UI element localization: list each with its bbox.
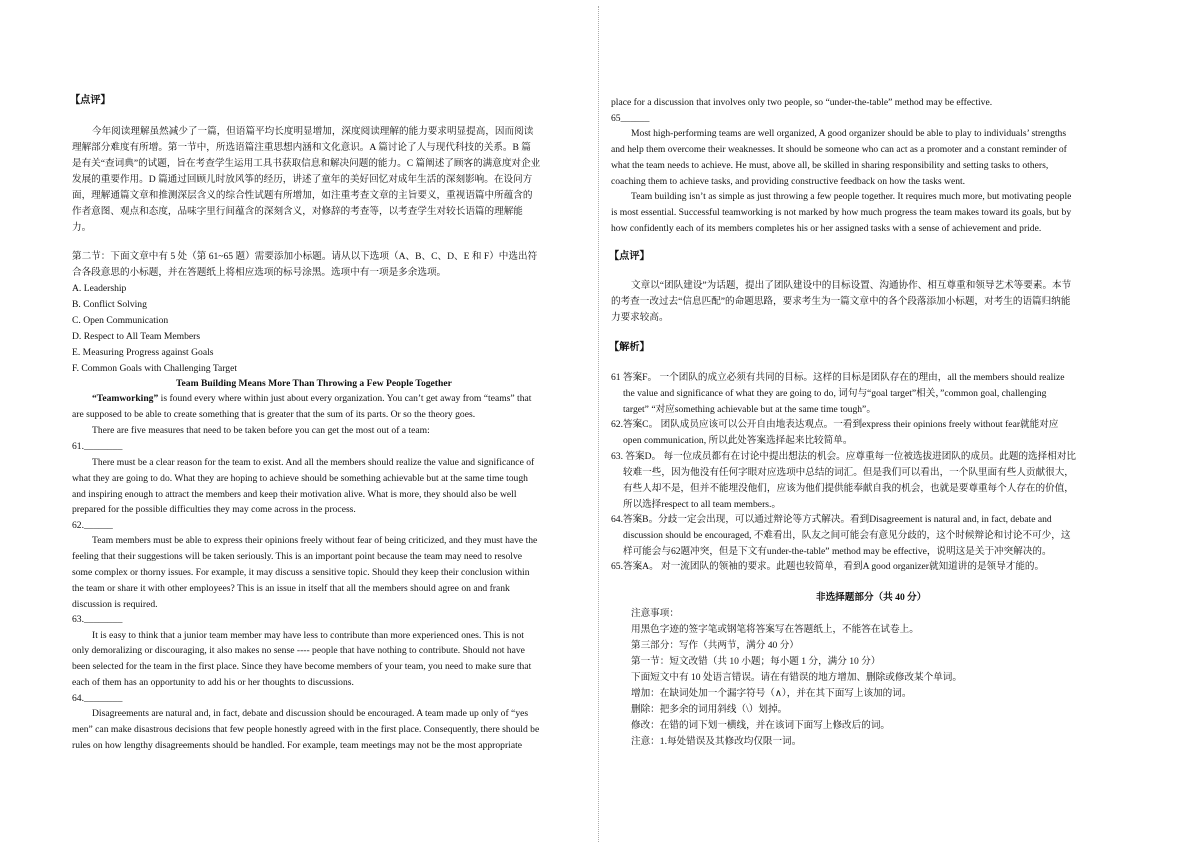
notes-line: 增加：在缺词处加一个漏字符号（∧），并在其下面写上该加的词。	[631, 688, 912, 699]
conclusion-line: how confidently each of its members completes his or her assigned tasks with a sense of achievement and pride.	[611, 223, 1042, 234]
para-62-line: Team members must be able to express their opinions freely without fear of being criticized, and they must have the	[92, 535, 538, 546]
para-61-line: prepared for the possible difficulties they may come across in the process.	[72, 504, 356, 515]
para-65-line: Most high-performing teams are well organized, A good organizer should be able to play to individuals’ strengths	[631, 128, 1067, 139]
review-line: 理解部分难度有所增。第一节中，所选语篇注重思想内涵和文化意识。A 篇讨论了人与现代科技的关系。B 篇	[72, 142, 531, 153]
analysis-61: target” “对应something achievable but at the same time tough”。	[623, 404, 876, 415]
option-a: A. Leadership	[72, 283, 127, 294]
para-64-continued: place for a discussion that involves only two people, so “under-the-table” method may be effective.	[611, 97, 993, 108]
passage-title: Team Building Means More Than Throwing a Few People Together	[176, 378, 452, 389]
intro-line: There are five measures that need to be taken before you can get the most out of a team:	[92, 425, 430, 436]
notes-line: 注意：1.每处错误及其修改均仅限一词。	[631, 736, 802, 747]
para-64-line: Disagreements are natural and, in fact, debate and discussion should be encouraged. A team made up only of “yes	[92, 708, 529, 719]
para-62-line: some complex or thorny issues. For example, it may discuss a sensitive topic. Should they keep their conclusion within	[72, 567, 530, 578]
section-title: 非选择题部分（共 40 分）	[816, 592, 927, 603]
review-line: 力要求较高。	[611, 312, 669, 323]
question-65-blank: 65______	[611, 113, 650, 124]
intro-line: are supposed to be able to create something that is greater that the sum of its parts. Or so the theory goes.	[72, 409, 476, 420]
notes-line: 注意事项：	[631, 608, 679, 619]
para-62-line: discussion is required.	[72, 599, 158, 610]
para-61-line: There must be a clear reason for the team to exist. And all the members should realize the value and significance of	[92, 457, 535, 468]
notes-line: 第三部分：写作（共两节，满分 40 分）	[631, 640, 799, 651]
analysis-63: 有些人却不是，但并不能埋没他们，应该为他们提供能奉献自我的机会，也就是要尊重每个人存在的价值，	[623, 483, 1074, 494]
para-63-line: been selected for the team in the first place. Since they have become members of your team, you need to make sure that	[72, 661, 532, 672]
option-d: D. Respect to All Team Members	[72, 331, 201, 342]
para-65-line: and help them overcome their weaknesses. It should be someone who can act as a promoter and a constant reminder of	[611, 144, 1067, 155]
analysis-63: 所以选择respect to all team members.。	[623, 499, 781, 510]
question-63-blank: 63.________	[72, 614, 123, 625]
para-65-line: what the team needs to achieve. He must, above all, be skilled in sharing responsibility and setting tasks to others,	[611, 160, 1049, 171]
review-line: 文章以“团队建设”为话题，提出了团队建设中的目标设置、沟通协作、相互尊重和领导艺术等要素。本节	[631, 280, 1072, 291]
para-63-line: only demoralizing or discouraging, it also makes no sense ---- people that have nothing to contribute. Should not have	[72, 645, 525, 656]
review-line: 作者意图、观点和态度，品味字里行间蕴含的深刻含义，对修辞的考查等，以考查学生对较长语篇的理解能	[72, 206, 523, 217]
para-64-line: men” can make disastrous decisions that few people honestly agreed with in the first place. Consequently, there should be	[72, 724, 540, 735]
column-divider	[598, 6, 599, 842]
notes-line: 用黑色字迹的签字笔或钢笔将答案写在答题纸上，不能答在试卷上。	[631, 624, 919, 635]
notes-line: 删除：把多余的词用斜线（\）划掉。	[631, 704, 788, 715]
analysis-64: discussion should be encouraged, 不难看出，队友之间可能会有意见分歧的，这个时候辩论和讨论不可少，这	[623, 530, 1071, 541]
notes-line: 修改：在错的词下划一横线，并在该词下面写上修改后的词。	[631, 720, 891, 731]
para-62-line: the team or share it with other employees? This is an issue in itself that all the members should agree on and frank	[72, 583, 510, 594]
para-61-line: what they are going to do. What they are hoping to achieve should be something achievable but at the same time tough	[72, 473, 528, 484]
analysis-61: 61 答案F。 一个团队的成立必须有共同的目标。这样的目标是团队存在的理由，all the members should realize	[611, 372, 1065, 383]
para-63-line: It is easy to think that a junior team member may have less to contribute than more experienced ones. This is not	[92, 630, 524, 641]
review-heading: 【点评】	[609, 251, 650, 262]
analysis-64: 64.答案B。分歧一定会出现，可以通过辩论等方式解决。看到Disagreement is natural and, in fact, debate and	[611, 514, 1052, 525]
analysis-61: the value and significance of what they are going to do, 词句与“goal target”相关，”common goal, challenging	[623, 388, 1047, 399]
analysis-heading: 【解析】	[609, 342, 650, 353]
option-f: F. Common Goals with Challenging Target	[72, 363, 238, 374]
option-c: C. Open Communication	[72, 315, 169, 326]
intro-line	[92, 391, 531, 406]
para-64-line: rules on how lengthy disagreements should be handled. For example, team meetings may not be the most appropriate	[72, 740, 522, 751]
conclusion-line: Team building isn’t as simple as just throwing a few people together. It requires much more, but motivating people	[631, 191, 1072, 202]
para-63-line: each of them has an opportunity to add his or her thoughts to discussions.	[72, 677, 354, 688]
para-61-line: and inspiring enough to attract the members and keep their motivation alive. What is more, they should also be well	[72, 489, 517, 500]
review-line: 今年阅读理解虽然减少了一篇，但语篇平均长度明显增加，深度阅读理解的能力要求明显提高，因而阅读	[92, 126, 534, 137]
analysis-63: 63. 答案D。 每一位成员都有在讨论中提出想法的机会。应尊重每一位被选拔进团队的成员。此题的选择相对比	[611, 451, 1077, 462]
review-line: 发展的重要作用。D 篇通过回顾儿时放风筝的经历，讲述了童年的美好回忆对成年生活的深刻影响。在设问方	[72, 174, 533, 185]
intro-rest: is found every where within just about every organization. You can’t get away from “teams” that	[158, 393, 532, 404]
para-65-line: coaching them to achieve tasks, and providing constructive feedback on how the tasks went.	[611, 176, 966, 187]
review-line: 面，理解通篇文章和推测深层含义的综合性试题有所增加，如注重考查文章的主旨要义，重视语篇中所蕴含的	[72, 190, 533, 201]
question-62-blank: 62.______	[72, 520, 113, 531]
analysis-64: 样可能会与62题冲突，但是下文有under-the-table” method may be effective，说明这是关于冲突解决的。	[623, 546, 1052, 557]
analysis-65: 65.答案A。 对一流团队的领袖的要求。此题也较简单，看到A good organizer就知道讲的是领导才能的。	[611, 561, 1045, 572]
review-heading: 【点评】	[70, 95, 111, 106]
review-line: 的考查一改过去“信息匹配”的命题思路，要求考生为一篇文章中的各个段落添加小标题，对考生的语篇归纳能	[611, 296, 1071, 307]
analysis-62: 62.答案C。 团队成员应该可以公开自由地表达观点。一看到express their opinions freely without fear就能对应	[611, 419, 1059, 430]
review-line: 力。	[72, 222, 92, 233]
analysis-62: open communication, 所以此处答案选择起来比较简单。	[623, 435, 853, 446]
option-b: B. Conflict Solving	[72, 299, 147, 310]
para-62-line: feeling that their suggestions will be taken seriously. This is an important point because the team may need to resolve	[72, 551, 522, 562]
analysis-63: 较难一些，因为他没有任何字眼对应选项中总结的词汇。但是我们可以看出，一个队里面有些人贡献很大，	[623, 467, 1074, 478]
question-64-blank: 64.________	[72, 693, 123, 704]
option-e: E. Measuring Progress against Goals	[72, 347, 214, 358]
section-instruction: 第二节：下面文章中有 5 处（第 61~65 题）需要添加小标题。请从以下选项（A、B、C、D、E 和 F）中选出符	[72, 251, 538, 262]
conclusion-line: is most essential. Successful teamworking is not marked by how much progress the team makes toward its goals, but by	[611, 207, 1072, 218]
question-61-blank: 61.________	[72, 441, 123, 452]
review-line: 是有关“查词典”的试题，旨在考查学生运用工具书获取信息和解决问题的能力。C 篇阐述了顾客的满意度对企业	[72, 158, 541, 169]
section-instruction: 合各段意思的小标题，并在答题纸上将相应选项的标号涂黑。选项中有一项是多余选项。	[72, 267, 447, 278]
teamworking-term: “Teamworking”	[92, 393, 159, 404]
notes-line: 第一节：短文改错（共 10 小题；每小题 1 分，满分 10 分）	[631, 656, 881, 667]
notes-line: 下面短文中有 10 处语言错误。请在有错误的地方增加、删除或修改某个单词。	[631, 672, 962, 683]
